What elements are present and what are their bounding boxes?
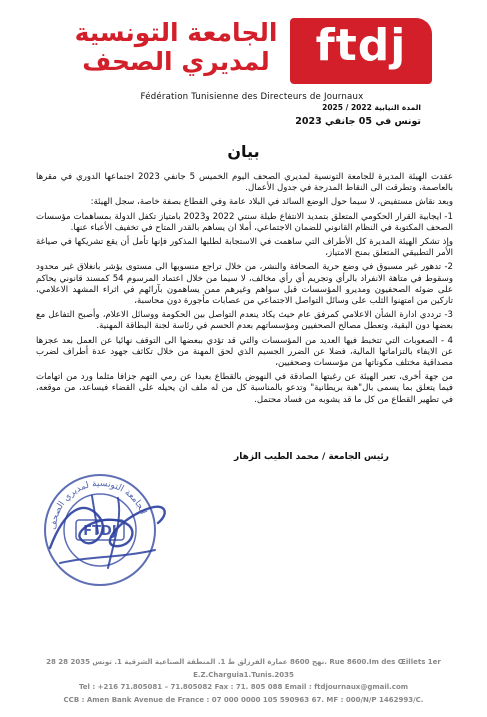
signatory-line: رئيس الجامعة / محمد الطيب الزهار: [234, 452, 389, 462]
logo-arabic-line1: الجامعة التونسية: [74, 18, 278, 47]
footer-bank: CCB : Amen Bank Avenue de France : 07 000 0000 105 590963 67. MF : 000/N/P 1462993/C.: [63, 695, 424, 704]
paragraph: 3- ترددي ادارة الشأن الاعلامي كمرفق عام حيث يكاد ينعدم التواصل بين الحكومة ووسائل الاعلام، وأصبح التفاعل مع بعضها دون البقية، وتعطل مصالح الصحفيين ومؤسساتهم بعدم الحسم في رئاسة لجنة البطاقة المهنية.: [36, 310, 453, 332]
logo-french-name: Fédération Tunisienne des Directeurs de Journaux: [140, 92, 364, 102]
logo-mark-text: ftdj: [315, 20, 407, 71]
paragraph: 2- تدهور غير مسبوق في وضع حرية الصحافة والنشر، من خلال تراجع منسوبها الى مستوى يؤشر بانغلاق غير محدود وسقوط في متاهة الانفراد بالرأي وتجريم أي رأي مخالف، لا سيما من خلال اعتماد المرسوم 54 كمسند قانوني يحاكم على ضوئه الصحفيون ومديرو المؤسسات قبل سواهم وغيرهم ممن يساهمون بآرائهم في اثراء المشهد الاعلامي، تاركين من امتهنوا الثلب على وسائل التواصل الاجتماعي من عصابات مأجورة دون محاسبة،: [36, 262, 453, 307]
letterhead-footer: [0, 656, 487, 706]
paragraph: 1- ايجابية القرار الحكومي المتعلق بتمديد الانتفاع طيلة سنتي 2022 و2023 بامتياز تكفل الدولة بمساهمات مؤسسات الصحف المكتوبة في النظام القانوني للضمان الاجتماعي، أملا ان يساهم بالقدر المتاح في تخفيف الأعباء عنها.: [36, 211, 453, 233]
paragraph: من جهة أخرى، تعبر الهيئة عن رغبتها الصادقة في النهوض بالقطاع بعيدا عن رمي التهم جزافا مثلما ورد من اتهامات فيما يتعلق بما يسمى بال"هبة بريطانية" وتدعو بالمناسبة كل من له ملف ان يحيله على القضاء فيساعد، من موقعه، في تطهير القطاع من كل ما قد يشوبه من فساد محتمل.: [36, 372, 453, 405]
document-date: تونس في 05 جانفي 2023: [295, 116, 421, 127]
logo-arabic-line2: لمديري الصحف: [82, 47, 270, 76]
statement-body: [36, 172, 453, 409]
paragraph: 4 - الصعوبات التي تتخبط فيها العديد من المؤسسات والتي قد تؤدي ببعضها الى التوقف نهائيا عن العمل بعد عجزها عن الايفاء بالتزاماتها المالية، فضلا عن الضرر الجسيم الذي لحق المهنة من خلال تكاثف جهود عدة أطراف لضرب مصداقية مختلف مكوناتها من مؤسسات وصحفيين،: [36, 335, 453, 369]
stamp-center-text: FTDJ: [83, 524, 117, 539]
footer-contacts: Tel : +216 71.805081 – 71.805082 Fax : 71. 805 088 Email : ftdjournaux@gmail.com: [78, 683, 409, 691]
paragraph: وإذ تشكر الهيئة المديرة كل الأطراف التي ساهمت في الاستجابة لطلبها المذكور فإنها تأمل أن يقع تشريكها في صياغة الأمر التطبيقي المتعلق بمنح الامتياز،: [36, 237, 453, 259]
document-title: بيان: [227, 142, 260, 161]
stamp-ring-text: الجامعة التونسية لمديري الصحف: [48, 478, 148, 531]
footer-address: 28 نهج 8600 عمارة الفرزلق ط 1. المنطقة الصناعية الشرقية 1. تونس 2035 28. Rue 8600.Im des Œillets 1er E.Z.Charguia1.Tunis.2035: [46, 658, 441, 679]
logo-arabic-name: [62, 18, 290, 74]
paragraph: عقدت الهيئة المديرة للجامعة التونسية لمديري الصحف اليوم الخميس 5 جانفي 2023 اجتماعها الدوري في مقرها بالعاصمة، وتطرقت الى النقاط المدرجة في جدول الأعمال.: [36, 172, 454, 194]
mandate-term: المدة النيابية 2022 / 2025: [322, 103, 421, 112]
federation-logo: [62, 18, 442, 110]
logo-mark: [290, 18, 432, 84]
paragraph: وبعد نقاش مستفيض، لا سيما حول الوضع السائد في البلاد عامة وفي القطاع بصفة خاصة، سجل الهيئة:: [90, 197, 453, 208]
handwritten-signature: [30, 478, 180, 588]
